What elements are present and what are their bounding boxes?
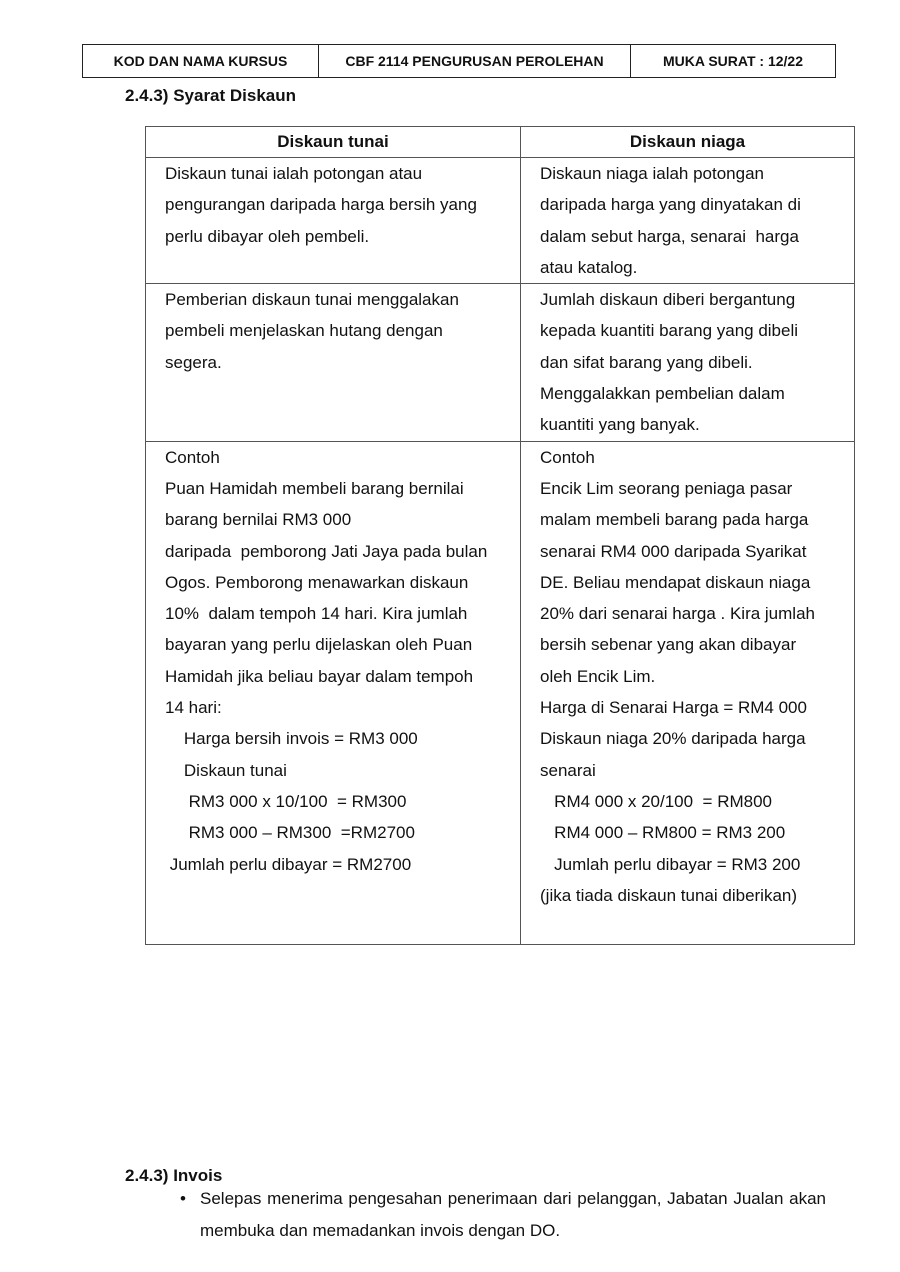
page-number: MUKA SURAT : 12/22 — [631, 45, 836, 78]
cell-line: Harga bersih invois = RM3 000 — [165, 729, 418, 749]
course-code-label: KOD DAN NAMA KURSUS — [83, 45, 319, 78]
cell-line: dan sifat barang yang dibeli. — [540, 352, 753, 372]
cell-line: RM4 000 – RM800 = RM3 200 — [540, 823, 786, 843]
cell-line: kuantiti yang banyak. — [540, 415, 700, 435]
cell-line: daripada harga yang dinyatakan di — [540, 195, 801, 215]
table-row — [146, 284, 855, 441]
column-header-cash-discount: Diskaun tunai — [146, 127, 521, 158]
trade-discount-cell — [521, 284, 855, 441]
cell-line: Jumlah perlu dibayar = RM3 200 — [540, 854, 801, 874]
cell-line: bayaran yang perlu dijelaskan oleh Puan — [165, 635, 473, 655]
cell-line: malam membeli barang pada harga — [540, 510, 809, 530]
cell-line: pengurangan daripada harga bersih yang — [165, 195, 477, 215]
cell-line: kepada kuantiti barang yang dibeli — [540, 321, 799, 341]
cell-line: Contoh — [540, 447, 595, 467]
section-heading-invoice: 2.4.3) Invois — [125, 1166, 223, 1185]
cell-line: Diskaun niaga 20% daripada harga — [540, 729, 806, 749]
trade-discount-cell — [521, 441, 855, 944]
cash-discount-cell — [146, 284, 521, 441]
column-header-trade-discount: Diskaun niaga — [521, 127, 855, 158]
cell-line: Puan Hamidah membeli barang bernilai — [165, 478, 464, 498]
cell-line: senarai — [540, 760, 596, 780]
cell-line: bersih sebenar yang akan dibayar — [540, 635, 797, 655]
course-name: CBF 2114 PENGURUSAN PEROLEHAN — [319, 45, 631, 78]
invoice-bullet-list — [180, 1183, 826, 1247]
section-heading-discount: 2.4.3) Syarat Diskaun — [125, 86, 297, 105]
cell-line: oleh Encik Lim. — [540, 666, 656, 686]
cell-line: barang bernilai RM3 000 — [165, 510, 352, 530]
cell-line: RM3 000 x 10/100 = RM300 — [165, 791, 407, 811]
table-row — [146, 158, 855, 284]
cell-line: perlu dibayar oleh pembeli. — [165, 226, 370, 246]
cell-line: Contoh — [165, 447, 220, 467]
cell-line: 14 hari: — [165, 698, 222, 718]
cell-line: (jika tiada diskaun tunai diberikan) — [540, 885, 798, 905]
page-header — [82, 44, 836, 78]
discount-table — [145, 126, 855, 945]
cell-line: pembeli menjelaskan hutang dengan — [165, 321, 443, 341]
cell-line: 10% dalam tempoh 14 hari. Kira jumlah — [165, 604, 468, 624]
cell-line: atau katalog. — [540, 257, 638, 277]
cash-discount-cell — [146, 158, 521, 284]
trade-discount-cell — [521, 158, 855, 284]
bullet-text: Selepas menerima pengesahan penerimaan dari pelanggan, Jabatan Jualan akan membuka dan memadankan invois dengan DO. — [200, 1189, 826, 1240]
cell-line: Pemberian diskaun tunai menggalakan — [165, 290, 459, 310]
cash-discount-cell — [146, 441, 521, 944]
cell-line: Diskaun niaga ialah potongan — [540, 164, 765, 183]
cell-line: Diskaun tunai — [165, 760, 287, 780]
cell-line: dalam sebut harga, senarai harga — [540, 226, 799, 246]
list-item — [180, 1183, 826, 1247]
cell-line: segera. — [165, 352, 222, 372]
cell-line: Encik Lim seorang peniaga pasar — [540, 478, 793, 498]
cell-line: RM4 000 x 20/100 = RM800 — [540, 791, 772, 811]
cell-line: Ogos. Pemborong menawarkan diskaun — [165, 572, 469, 592]
cell-line: RM3 000 – RM300 =RM2700 — [165, 823, 415, 843]
cell-line: daripada pemborong Jati Jaya pada bulan — [165, 541, 488, 561]
cell-line: Diskaun tunai ialah potongan atau — [165, 164, 423, 183]
cell-line: Jumlah perlu dibayar = RM2700 — [165, 854, 412, 874]
bullet-icon: • — [180, 1189, 186, 1208]
discount-table-body — [146, 158, 855, 945]
table-header-row — [146, 127, 855, 158]
cell-line: Menggalakkan pembelian dalam — [540, 384, 785, 404]
cell-line: Jumlah diskaun diberi bergantung — [540, 290, 796, 310]
cell-line: Hamidah jika beliau bayar dalam tempoh — [165, 666, 474, 686]
table-row — [146, 441, 855, 944]
cell-line: senarai RM4 000 daripada Syarikat — [540, 541, 807, 561]
cell-line: 20% dari senarai harga . Kira jumlah — [540, 604, 815, 624]
cell-line: Harga di Senarai Harga = RM4 000 — [540, 698, 807, 718]
cell-line: DE. Beliau mendapat diskaun niaga — [540, 572, 811, 592]
